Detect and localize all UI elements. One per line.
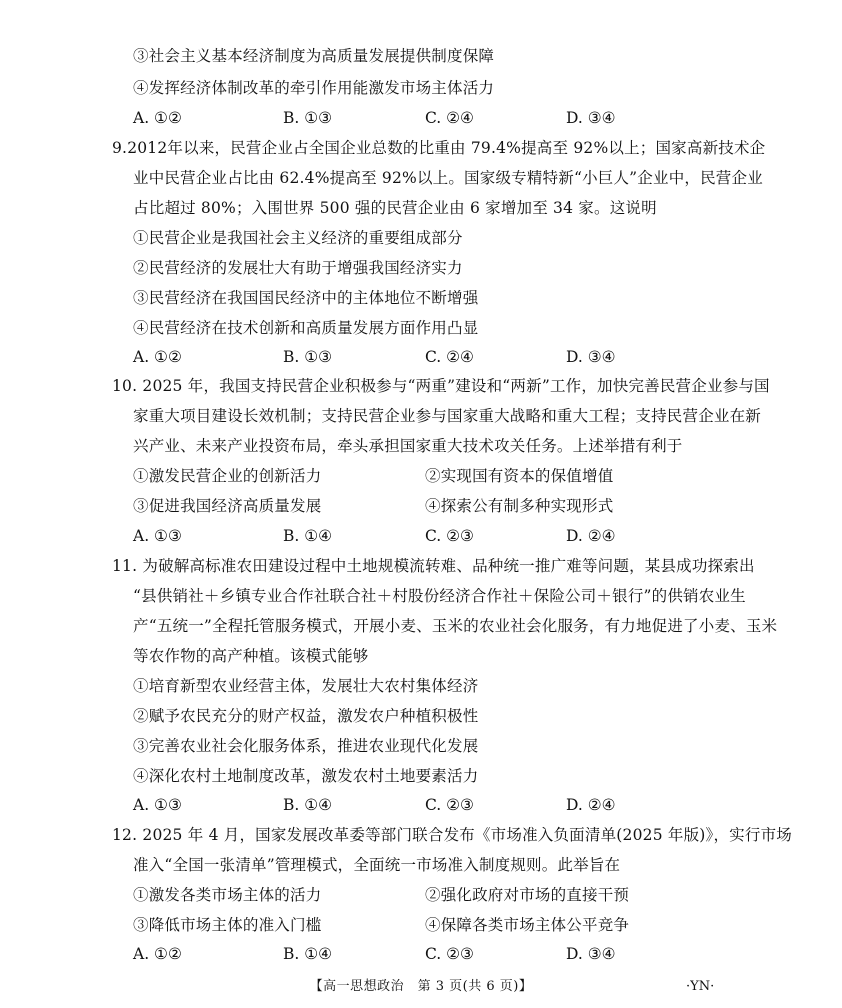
q12-statement-3: ③降低市场主体的准入门槛 <box>133 916 322 934</box>
q9-stem-line-1: 9.2012年以来，民营企业占全国企业总数的比重由 79.4%提高至 92%以上；国家高新技术企 <box>112 139 766 157</box>
q11-stem-line-1: 11. 为破解高标准农田建设过程中土地规模流转难、品种统一推广难等问题，某县成功探索出 <box>112 557 755 575</box>
q10-option-a: A. ①③ <box>133 527 182 545</box>
q10-option-c: C. ②③ <box>425 527 474 545</box>
q8-option-d: D. ③④ <box>566 109 616 127</box>
q8-statement-3: ③社会主义基本经济制度为高质量发展提供制度保障 <box>133 47 495 65</box>
q12-statement-1: ①激发各类市场主体的活力 <box>133 886 322 904</box>
q9-option-d: D. ③④ <box>566 348 616 366</box>
q9-statement-1: ①民营企业是我国社会主义经济的重要组成部分 <box>133 229 463 247</box>
q10-option-b: B. ①④ <box>283 527 333 545</box>
q11-option-a: A. ①③ <box>133 796 182 814</box>
q11-option-b: B. ①④ <box>283 796 333 814</box>
q11-stem-line-3: 产“五统一”全程托管服务模式，开展小麦、玉米的农业社会化服务，有力地促进了小麦、玉米 <box>133 617 778 635</box>
q11-statement-4: ④深化农村土地制度改革，激发农村土地要素活力 <box>133 767 479 785</box>
q12-option-b: B. ①④ <box>283 945 333 963</box>
q8-statement-4: ④发挥经济体制改革的牵引作用能激发市场主体活力 <box>133 79 495 97</box>
q12-option-d: D. ③④ <box>566 945 616 963</box>
q10-statement-3: ③促进我国经济高质量发展 <box>133 497 322 515</box>
q10-stem-line-2: 家重大项目建设长效机制；支持民营企业参与国家重大战略和重大工程；支持民营企业在新 <box>133 407 762 425</box>
q12-stem-line-2: 准入“全国一张清单”管理模式，全面统一市场准入制度规则。此举旨在 <box>133 856 621 874</box>
q10-statement-1: ①激发民营企业的创新活力 <box>133 467 322 485</box>
q12-option-c: C. ②③ <box>425 945 474 963</box>
q9-option-a: A. ①② <box>133 348 182 366</box>
q11-stem-line-2: “县供销社＋乡镇专业合作社联合社＋村股份经济合作社＋保险公司＋银行”的供销农业生 <box>133 587 746 605</box>
q8-option-c: C. ②④ <box>425 109 474 127</box>
q11-option-d: D. ②④ <box>566 796 616 814</box>
q9-statement-3: ③民营经济在我国国民经济中的主体地位不断增强 <box>133 289 479 307</box>
q8-option-b: B. ①③ <box>283 109 333 127</box>
q12-statement-2: ②强化政府对市场的直接干预 <box>425 886 630 904</box>
q11-statement-3: ③完善农业社会化服务体系，推进农业现代化发展 <box>133 737 479 755</box>
q11-statement-1: ①培育新型农业经营主体，发展壮大农村集体经济 <box>133 677 479 695</box>
q11-stem-line-4: 等农作物的高产种植。该模式能够 <box>133 647 369 665</box>
q12-statement-4: ④保障各类市场主体公平竞争 <box>425 916 630 934</box>
q8-option-a: A. ①② <box>133 109 182 127</box>
q9-option-b: B. ①③ <box>283 348 333 366</box>
q10-stem-line-1: 10. 2025 年，我国支持民营企业积极参与“两重”建设和“两新”工作，加快完善民营企业参与国 <box>112 377 770 395</box>
q11-statement-2: ②赋予农民充分的财产权益，激发农户种植积极性 <box>133 707 479 725</box>
q9-stem-line-3: 占比超过 80%；入围世界 500 强的民营企业由 6 家增加至 34 家。这说明 <box>133 199 657 217</box>
q9-stem-line-2: 业中民营企业占比由 62.4%提高至 92%以上。国家级专精特新“小巨人”企业中，民营企业 <box>133 169 763 187</box>
q10-option-d: D. ②④ <box>566 527 616 545</box>
q10-statement-2: ②实现国有资本的保值增值 <box>425 467 614 485</box>
q10-statement-4: ④探索公有制多种实现形式 <box>425 497 614 515</box>
q11-option-c: C. ②③ <box>425 796 474 814</box>
exam-code: ·YN· <box>686 979 715 994</box>
page-footer: 【高一思想政治 第 3 页(共 6 页)】 <box>309 979 533 994</box>
q12-option-a: A. ①② <box>133 945 182 963</box>
q12-stem-line-1: 12. 2025 年 4 月，国家发展改革委等部门联合发布《市场准入负面清单(2025 年版)》，实行市场 <box>112 826 792 844</box>
q9-statement-2: ②民营经济的发展壮大有助于增强我国经济实力 <box>133 259 463 277</box>
q9-option-c: C. ②④ <box>425 348 474 366</box>
q9-statement-4: ④民营经济在技术创新和高质量发展方面作用凸显 <box>133 319 479 337</box>
q10-stem-line-3: 兴产业、未来产业投资布局，牵头承担国家重大技术攻关任务。上述举措有利于 <box>133 437 683 455</box>
